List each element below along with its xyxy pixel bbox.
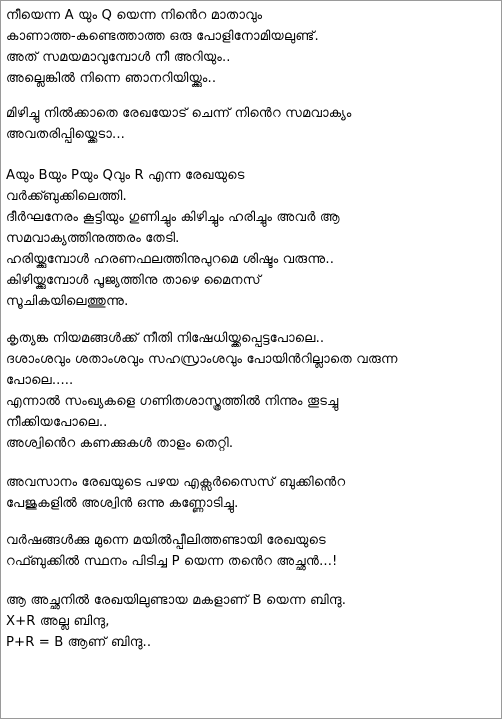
poem-line: ദശാംശവും ശതാംശവും സഹസ്രാംശവും പോയിൻറില്ലാതെ വരുന്ന (6, 352, 398, 367)
poem-line: നീയെന്ന A യും Q യെന്ന നിൻെറ മാതാവും (6, 8, 263, 23)
stanza-6 (6, 530, 496, 572)
poem-line: അല്ലെങ്കിൽ നിന്നെ ഞാനറിയിയ്ക്കും.. (6, 71, 217, 86)
poem-line: X+R അല്ല ബിന്ദു, (6, 614, 110, 629)
poem-text (6, 5, 496, 653)
poem-line: മിഴിച്ചു നിൽക്കാതെ രേഖയോട് ചെന്ന് നിൻെറ സമവാക്യം (6, 106, 352, 121)
poem-line: വർഷങ്ങൾക്കു മുന്നെ മയിൽപ്പീലിത്തണ്ടായി രേഖയുടെ (6, 533, 326, 548)
poem-line: സൂചികയിലെത്തുന്നു. (6, 294, 129, 309)
poem-line: റഫ്ബുക്കിൽ സ്ഥനം പിടിച്ച P യെന്ന തൻെറ അച്ഛൻ...! (6, 554, 338, 569)
stanza-gap (6, 514, 496, 530)
poem-line: വർക്ക്ബുക്കിലെത്തി. (6, 189, 127, 204)
poem-line: ആ അച്ഛനിൽ രേഖയിലുണ്ടായ മകളാണ് B യെന്ന ബിന്ദു. (6, 593, 346, 608)
poem-line: നീക്കിയപോലെ.. (6, 415, 108, 430)
poem-line: കിഴിയ്ക്കുമ്പോൾ പൂജ്യത്തിനു താഴെ മൈനസ് (6, 273, 261, 288)
poem-line: എന്നാൽ സംഖ്യകളെ ഗണിതശാസ്ത്രത്തിൽ നിന്നും തൂടച്ചു (6, 394, 339, 409)
stanza-gap (6, 312, 496, 328)
poem-line: അശ്വിൻെറ കണക്കുകൾ താളം തെറ്റി. (6, 436, 234, 451)
stanza-1 (6, 5, 496, 89)
poem-line: Aയും Bയും Pയും Qവും R എന്ന രേഖയുടെ (6, 168, 245, 183)
stanza-4 (6, 328, 496, 454)
stanza-5 (6, 472, 496, 514)
poem-line: അത് സമയമാവുമ്പോൾ നീ അറിയും.. (6, 50, 231, 65)
stanza-3 (6, 165, 496, 312)
poem-line: P+R = B ആണ് ബിന്ദു.. (6, 635, 152, 650)
stanza-7 (6, 590, 496, 653)
stanza-2 (6, 103, 496, 145)
poem-line: കാണാത്ത-കണ്ടെത്താത്ത ഒരു പോളിനോമിയലുണ്ട്. (6, 29, 319, 44)
poem-line: കൃത്യങ്ക നിയമങ്ങൾക്ക് നീതി നിഷേധിയ്ക്കപ്പെട്ടപോലെ.. (6, 331, 325, 346)
poem-line: പോലെ..... (6, 373, 74, 388)
stanza-gap (6, 89, 496, 103)
poem-line: അവതരിപ്പിയ്ക്കെടാ... (6, 127, 125, 142)
stanza-gap (6, 572, 496, 590)
stanza-gap (6, 454, 496, 472)
poem-line: അവസാനം രേഖയുടെ പഴയ എക്സർസൈസ് ബുക്കിൻെറ (6, 475, 346, 490)
stanza-gap (6, 145, 496, 165)
poem-line: ഹരിയ്ക്കുമ്പോൾ ഹരണഫലത്തിനുപുറമെ ശിഷ്ടം വരുന്നു.. (6, 252, 335, 267)
poem-line: സമവാക്യത്തിനുത്തരം തേടി. (6, 231, 180, 246)
poem-line: പേജുകളിൽ അശ്വിൻ ഒന്നു കണ്ണോടിച്ചു. (6, 496, 239, 511)
poem-line: ദീർഘനേരം കൂട്ടിയും ഗുണിച്ചും കിഴിച്ചും ഹരിച്ചും അവർ ആ (6, 210, 340, 225)
